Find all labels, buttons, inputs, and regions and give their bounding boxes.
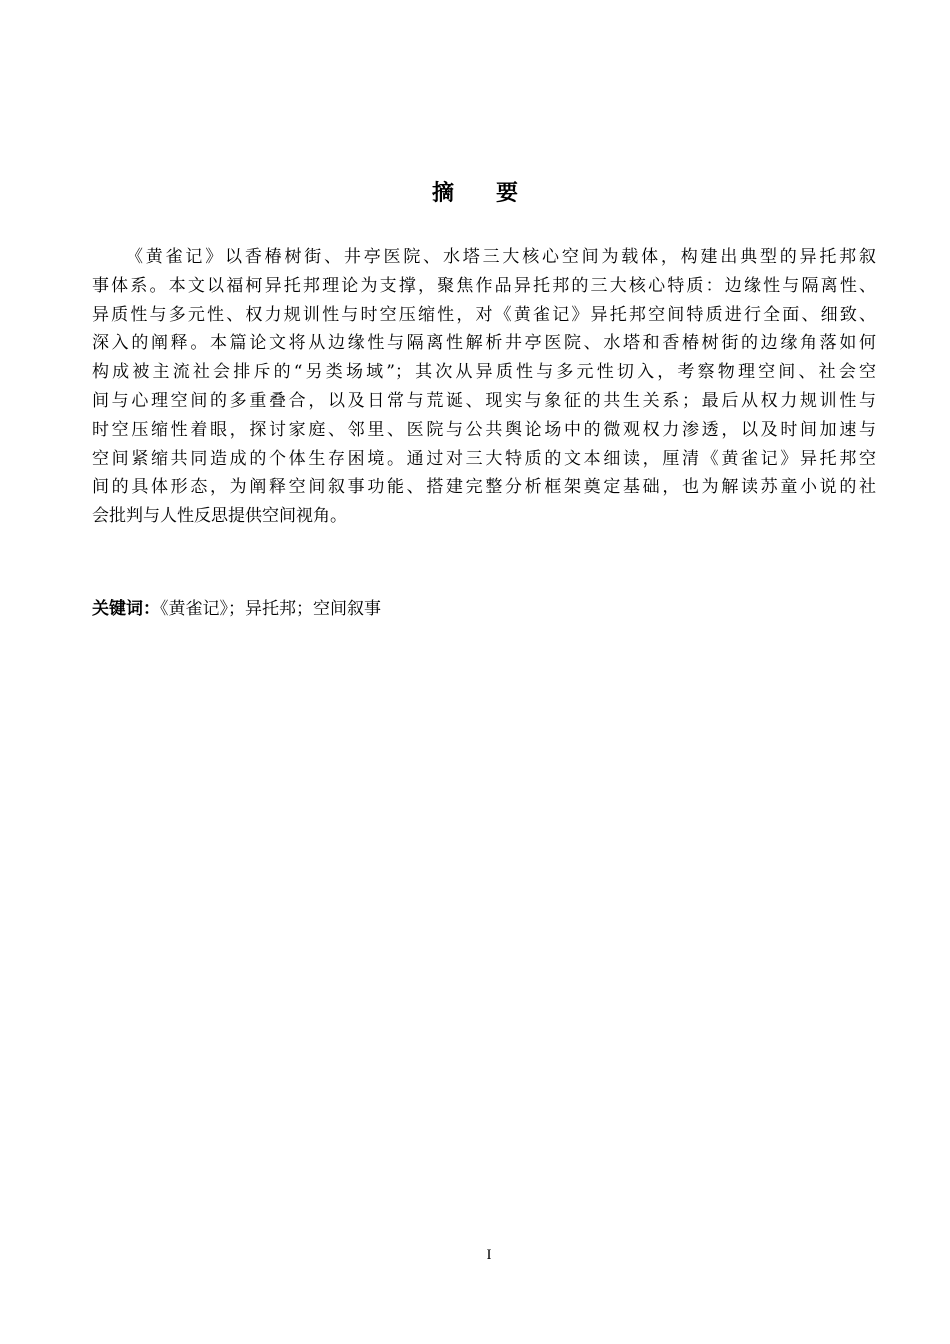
abstract-line: 空间紧缩共同造成的个体生存困境。通过对三大特质的文本细读，厘清《黄雀记》异托邦空: [92, 448, 876, 469]
abstract-line: 间与心理空间的多重叠合，以及日常与荒诞、现实与象征的共生关系；最后从权力规训性与: [92, 390, 876, 411]
abstract-line: 会批判与人性反思提供空间视角。: [92, 506, 347, 527]
abstract-title-char-1: 摘: [431, 181, 454, 206]
abstract-line: 构成被主流社会排斥的“另类场域”；其次从异质性与多元性切入，考察物理空间、社会空: [92, 362, 876, 383]
abstract-line: 间的具体形态，为阐释空间叙事功能、搭建完整分析框架奠定基础，也为解读苏童小说的社: [92, 477, 876, 498]
abstract-title-char-2: 要: [496, 181, 519, 206]
keywords-row: [92, 595, 381, 623]
abstract-body: [92, 243, 876, 531]
abstract-line: 事体系。本文以福柯异托邦理论为支撑，聚焦作品异托邦的三大核心特质：边缘性与隔离性、: [92, 275, 876, 296]
abstract-line: 深入的阐释。本篇论文将从边缘性与隔离性解析井亭医院、水塔和香椿树街的边缘角落如何: [92, 333, 876, 354]
page-number: I: [486, 1247, 492, 1263]
keywords-text: 《黄雀记》；异托邦；空间叙事: [160, 599, 381, 619]
keywords-label: 关键词：: [92, 599, 160, 619]
abstract-line: 异质性与多元性、权力规训性与时空压缩性，对《黄雀记》异托邦空间特质进行全面、细致、: [92, 304, 876, 325]
abstract-line: 《黄雀记》以香椿树街、井亭医院、水塔三大核心空间为载体，构建出典型的异托邦叙: [126, 247, 876, 267]
abstract-line: 时空压缩性着眼，探讨家庭、邻里、医院与公共舆论场中的微观权力渗透，以及时间加速与: [92, 419, 876, 440]
abstract-title: [0, 178, 950, 210]
